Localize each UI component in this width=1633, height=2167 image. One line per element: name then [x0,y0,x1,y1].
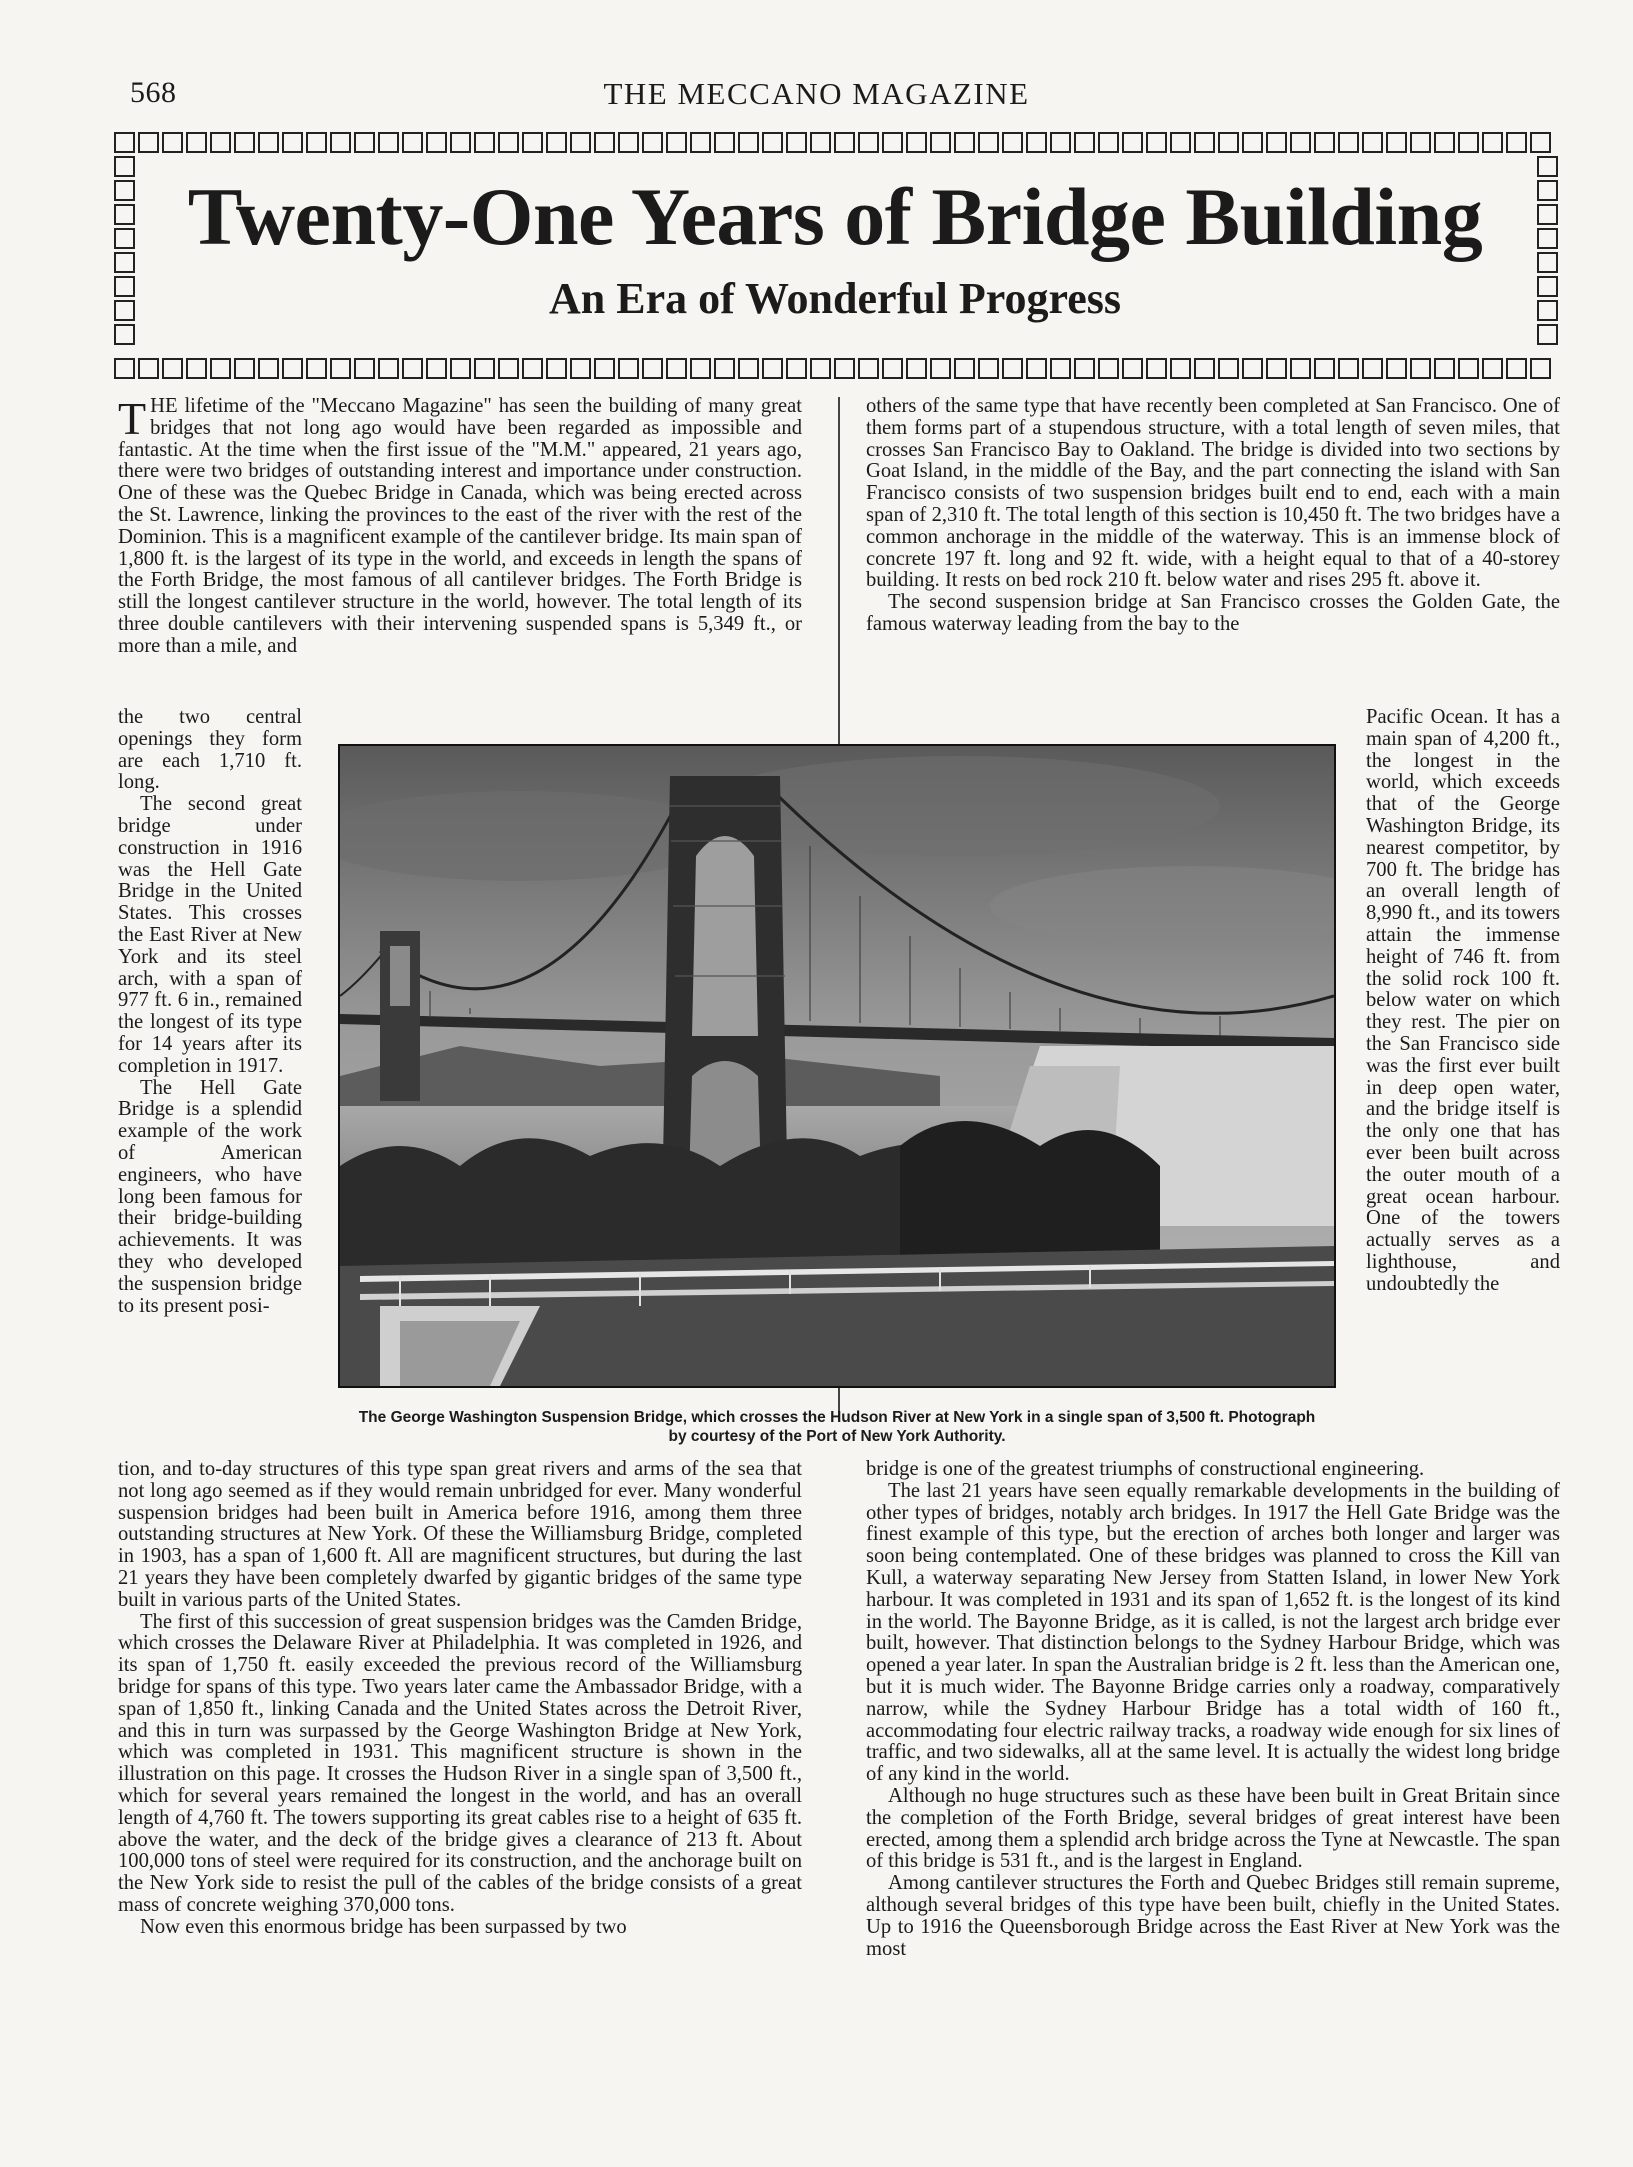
border-square [1530,358,1551,379]
paragraph: others of the same type that have recently been completed at San Francisco. One of them forms part of a stupendous structure, with a total length of seven miles, that crosses San Francisco Bay to Oakland. The bridge is divided into two sections by Goat Island, in the middle of the Bay, and the part connecting the island with San Francisco consists of two suspension bridges built end to end, each with a main span of 2,310 ft. The total length of this section is 10,450 ft. The two bridges have a common anchorage in the middle of the waterway. This is an immense block of concrete 197 ft. long and 92 ft. wide, with a height equal to that of a 40-storey building. It rests on bed rock 210 ft. below water and rises 295 ft. above it. [866,395,1560,592]
border-square [234,132,255,153]
border-square [258,358,279,379]
border-square [474,358,495,379]
border-square [738,132,759,153]
border-square [786,132,807,153]
border-square [1434,132,1455,153]
right-column-bottom [866,1459,1560,1960]
border-square [138,132,159,153]
border-square [1482,132,1503,153]
title-frame-left-border [114,156,135,345]
border-square [1146,132,1167,153]
article-subtitle: An Era of Wonderful Progress [548,274,1122,323]
border-square [1266,358,1287,379]
border-square [1242,132,1263,153]
paragraph: The last 21 years have seen equally remarkable developments in the building of other types of bridges, notably arch bridges. In 1917 the Hell Gate Bridge was the finest example of this type, but the erection of arches both longer and larger was soon being contemplated. One of these bridges was planned to cross the Kill van Kull, a waterway separating New Jersey from Statten Island, in lower New York harbour. It was completed in 1931 and its span of 1,652 ft. is the longest of its kind in the world. The Bayonne Bridge, as it is called, is not the largest arch bridge ever built, however. That distinction belongs to the Sydney Harbour Bridge, which was opened a year later. In span the Australian bridge is 2 ft. less than the American one, but it is much wider. The Bayonne Bridge carries only a roadway, comparatively narrow, while the Sydney Harbour Bridge has a total width of 160 ft., accommodating four electric railway tracks, a roadway wide enough for six lines of traffic, and two sidewalks, all at the same level. It is actually the widest long bridge of any kind in the world. [866,1479,1560,1786]
caption-line: by courtesy of the Port of New York Authority. [668,1428,1006,1445]
page-number: 568 [130,76,177,109]
border-square [1242,358,1263,379]
suspension-bridge-illustration [340,746,1334,1386]
border-square [330,132,351,153]
border-square [858,358,879,379]
border-square [138,358,159,379]
border-square [762,358,783,379]
border-square [114,180,135,201]
border-square [114,228,135,249]
border-square [426,132,447,153]
border-square [282,132,303,153]
border-square [162,358,183,379]
border-square [810,358,831,379]
border-square [666,358,687,379]
border-square [954,132,975,153]
border-square [762,132,783,153]
border-square [1537,180,1558,201]
border-square [1410,132,1431,153]
border-square [1026,358,1047,379]
border-square [114,132,135,153]
right-column-top [866,396,1560,636]
border-square [1537,228,1558,249]
title-frame-right-border [1537,156,1558,345]
border-square [738,358,759,379]
border-square [234,358,255,379]
border-square [114,204,135,225]
border-square [114,358,135,379]
border-square [1458,132,1479,153]
border-square [1074,358,1095,379]
border-square [1290,132,1311,153]
border-square [114,276,135,297]
border-square [1314,358,1335,379]
border-square [474,132,495,153]
border-square [546,132,567,153]
border-square [546,358,567,379]
border-square [1122,132,1143,153]
drop-cap: T [118,393,147,444]
border-square [1386,132,1407,153]
border-square [786,358,807,379]
paragraph: The second great bridge under construction in 1916 was the Hell Gate Bridge in the United States. This crosses the East River at New York and its steel arch, with a span of 977 ft. 6 in., remained the longest of its type for 14 years after its completion in 1917. [118,793,302,1077]
border-square [882,358,903,379]
border-square [1537,204,1558,225]
paragraph: Now even this enormous bridge has been surpassed by two [140,1915,627,1938]
border-square [1194,132,1215,153]
border-square [1338,132,1359,153]
border-square [1386,358,1407,379]
border-square [114,252,135,273]
border-square [354,132,375,153]
border-square [1537,156,1558,177]
border-square [258,132,279,153]
border-square [114,324,135,345]
border-square [1098,132,1119,153]
border-square [1537,324,1558,345]
border-square [1218,132,1239,153]
border-square [690,358,711,379]
bridge-photograph [338,744,1336,1388]
photo-caption [322,1408,1352,1446]
border-square [210,358,231,379]
border-square [522,132,543,153]
border-square [642,358,663,379]
border-square [114,300,135,321]
paragraph: tion, and to-day structures of this type span great rivers and arms of the sea that not long ago seemed as if they would remain unbridged for ever. Many wonderful suspension bridges had been built in America before 1916, among them three outstanding structures at New York. Of these the Williamsburg Bridge, completed in 1903, has a span of 1,600 ft. All are magnificent structures, but during the last 21 years they have been completely dwarfed by gigantic bridges of the same type built in various parts of the United States. [118,1458,802,1611]
border-square [1170,358,1191,379]
border-square [1434,358,1455,379]
right-column-narrow [1366,707,1560,1296]
border-square [690,132,711,153]
border-square [1026,132,1047,153]
border-square [1537,300,1558,321]
border-square [402,358,423,379]
border-square [1050,132,1071,153]
border-square [930,358,951,379]
paragraph: Although no huge structures such as these have been built in Great Britain since the completion of the Forth Bridge, several bridges of great interest have been erected, among them a splendid arch bridge across the Tyne at Newcastle. The span of this bridge is 531 ft., and is the largest in England. [866,1784,1560,1873]
article-title: Twenty-One Years of Bridge Building [187,171,1483,262]
border-square [930,132,951,153]
border-square [498,132,519,153]
border-square [1338,358,1359,379]
border-square [1314,132,1335,153]
border-square [1537,252,1558,273]
border-square [1410,358,1431,379]
left-column-narrow [118,707,302,1317]
border-square [522,358,543,379]
border-square [858,132,879,153]
paragraph: the two central openings they form are each 1,710 ft. long. [118,706,302,794]
border-square [1122,358,1143,379]
caption-line: The George Washington Suspension Bridge, which crosses the Hudson River at New York in a single span of 3,500 ft. Photograph [358,1409,1316,1426]
border-square [282,358,303,379]
border-square [306,132,327,153]
border-square [906,358,927,379]
border-square [1537,276,1558,297]
paragraph: The first of this succession of great suspension bridges was the Camden Bridge, which crosses the Delaware River at Philadelphia. It was completed in 1926, and its span of 1,750 ft. easily exceeded the previous record of the Williamsburg bridge for spans of this type. Two years later came the Ambassador Bridge, with a span of 1,850 ft., linking Canada and the United States across the Detroit River, and this in turn was surpassed by the George Washington Bridge at New York, which was completed in 1931. This magnificent structure is shown in the illustration on this page. It crosses the Hudson River in a single span of 3,500 ft., which for several years remained the longest in the world, and has an overall length of 4,760 ft. The towers supporting its great cables rise to a height of 635 ft. above the water, and the deck of the bridge gives a clearance of 213 ft. About 100,000 tons of steel were required for its construction, and the anchorage built on the New York side to resist the pull of the cables of the bridge consists of a great mass of concrete weighing 370,000 tons. [118,1610,802,1916]
border-square [114,156,135,177]
border-square [1074,132,1095,153]
paragraph: Pacific Ocean. It has a main span of 4,200 ft., the longest in the world, which exceeds that of the George Washington Bridge, its nearest competitor, by 700 ft. The bridge has an overall length of 8,990 ft., and its towers attain the immense height of 746 ft. from the solid rock 100 ft. below water on which they rest. The pier on the San Francisco side was the first ever built in deep open water, and the bridge itself is the only one that has ever been built across the outer mouth of a great ocean harbour. One of the towers actually serves as a lighthouse, and undoubtedly the [1366,706,1560,1295]
border-square [450,358,471,379]
title-frame-top-border [114,132,1551,153]
border-square [618,358,639,379]
border-square [954,358,975,379]
border-square [1002,132,1023,153]
border-square [834,132,855,153]
border-square [1194,358,1215,379]
border-square [1050,358,1071,379]
border-square [594,132,615,153]
border-square [1482,358,1503,379]
border-square [1266,132,1287,153]
border-square [714,132,735,153]
border-square [1098,358,1119,379]
border-square [1458,358,1479,379]
border-square [906,132,927,153]
title-frame-bottom-border [114,358,1551,379]
border-square [642,132,663,153]
border-square [666,132,687,153]
border-square [978,358,999,379]
border-square [1002,358,1023,379]
border-square [186,358,207,379]
paragraph: Among cantilever structures the Forth and Quebec Bridges still remain supreme, although several bridges of this type have been built, chiefly in the United States. Up to 1916 the Queensborough Bridge across the East River at New York was the most [866,1872,1560,1960]
paragraph: The second suspension bridge at San Francisco crosses the Golden Gate, the famous waterway leading from the bay to the [866,591,1560,635]
border-square [834,358,855,379]
border-square [570,358,591,379]
border-square [1362,358,1383,379]
border-square [978,132,999,153]
border-square [498,358,519,379]
running-title: THE MECCANO MAGAZINE [603,76,1030,111]
border-square [594,358,615,379]
border-square [618,132,639,153]
border-square [210,132,231,153]
border-square [306,358,327,379]
border-square [810,132,831,153]
border-square [162,132,183,153]
border-square [354,358,375,379]
border-square [1218,358,1239,379]
border-square [714,358,735,379]
border-square [330,358,351,379]
border-square [378,132,399,153]
border-square [402,132,423,153]
border-square [450,132,471,153]
border-square [570,132,591,153]
paragraph: The Hell Gate Bridge is a splendid example of the work of American engineers, who have long been famous for their bridge-building achievements. It was they who developed the suspension bridge to its present posi- [118,1076,302,1317]
border-square [426,358,447,379]
border-square [186,132,207,153]
left-column-top [118,393,802,658]
left-column-bottom [118,1459,802,1939]
border-square [1290,358,1311,379]
border-square [1362,132,1383,153]
border-square [378,358,399,379]
border-square [1146,358,1167,379]
paragraph: bridge is one of the greatest triumphs of constructional engineering. [866,1458,1425,1480]
border-square [1170,132,1191,153]
border-square [1530,132,1551,153]
border-square [882,132,903,153]
intro-paragraph: HE lifetime of the "Meccano Magazine" has seen the building of many great bridges that not long ago would have been regarded as impossible and fantastic. At the time when the first issue of the "M.M." appeared, 21 years ago, there were two bridges of outstanding interest and importance under construction. One of these was the Quebec Bridge in Canada, which was being erected across the St. Lawrence, linking the provinces to the east of the river with the rest of the Dominion. This is a magnificent example of the cantilever bridge. Its main span of 1,800 ft. is the largest of its type in the world, and exceeds in length the spans of the Forth Bridge, the most famous of all cantilever bridges. The Forth Bridge is still the longest cantilever structure in the world, however. The total length of its three double cantilevers with their intervening suspended spans is 5,349 ft., or more than a mile, and [118,395,802,657]
border-square [1506,358,1527,379]
border-square [1506,132,1527,153]
